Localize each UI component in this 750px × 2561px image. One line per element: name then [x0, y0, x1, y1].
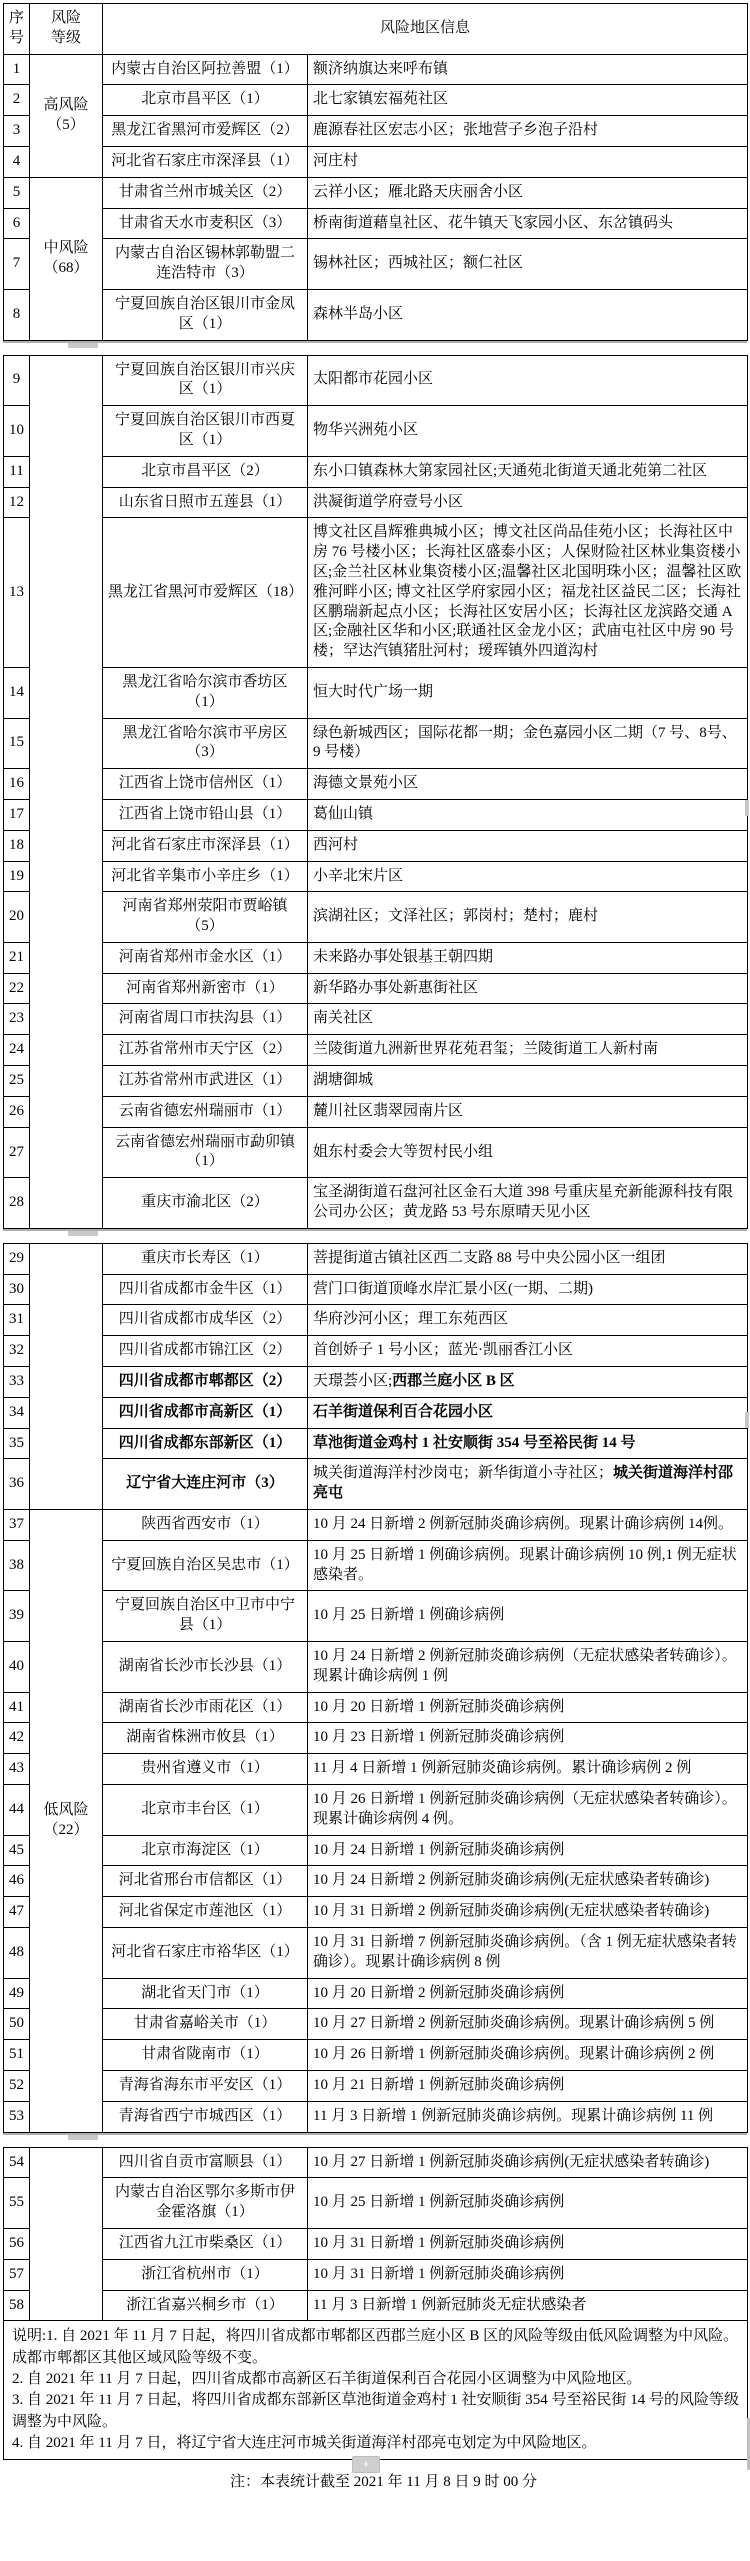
row-number-cell: 47	[4, 1897, 30, 1928]
row-number-cell: 15	[4, 718, 30, 769]
page-break-gap	[3, 2133, 747, 2147]
info-cell: 海德文景苑小区	[308, 769, 748, 800]
info-cell: 洪凝街道学府壹号小区	[308, 487, 748, 518]
row-number-cell: 8	[4, 289, 30, 340]
risk-level-cell: 低风险 （22）	[30, 1510, 103, 2133]
region-cell: 北京市海淀区（1）	[103, 1835, 308, 1866]
info-cell: 锡林社区；西城社区；额仁社区	[308, 239, 748, 290]
info-cell: 11 月 3 日新增 1 例新冠肺炎无症状感染者	[308, 2290, 748, 2321]
notes-cell	[4, 2321, 748, 2460]
region-cell: 宁夏回族自治区银川市西夏区（1）	[103, 406, 308, 457]
risk-level-cell	[30, 1243, 103, 1509]
footer-note: 注：本表统计截至 2021 年 11 月 8 日 9 时 00 分	[230, 2474, 537, 2491]
row-number-cell: 37	[4, 1510, 30, 1541]
info-cell: 恒大时代广场一期	[308, 667, 748, 718]
info-cell: 绿色新城西区；国际花都一期；金色嘉园小区二期（7 号、8号、9 号楼）	[308, 718, 748, 769]
region-cell: 北京市昌平区（2）	[103, 456, 308, 487]
info-cell: 10 月 24 日新增 2 例新冠肺炎确诊病例。现累计确诊病例 14例。	[308, 1510, 748, 1541]
row-number-cell: 58	[4, 2290, 30, 2321]
row-number-cell: 5	[4, 177, 30, 208]
info-cell: 鹿源春社区宏志小区；张地营子乡泡子沿村	[308, 116, 748, 147]
table-row	[4, 239, 748, 290]
table-section	[3, 355, 748, 1229]
row-number-cell: 20	[4, 892, 30, 943]
region-cell: 河南省郑州新密市（1）	[103, 973, 308, 1004]
table-row	[4, 1096, 748, 1127]
row-number-cell: 31	[4, 1305, 30, 1336]
info-cell: 营门口街道顶峰水岸汇景小区(一期、二期)	[308, 1274, 748, 1305]
info-cell: 菩提街道古镇社区西二支路 88 号中央公园小区一组团	[308, 1243, 748, 1274]
table-row	[4, 54, 748, 85]
row-number-cell: 3	[4, 116, 30, 147]
row-number-cell: 32	[4, 1336, 30, 1367]
info-cell: 11 月 4 日新增 1 例新冠肺炎确诊病例。累计确诊病例 2 例	[308, 1754, 748, 1785]
region-cell: 河北省石家庄市裕华区（1）	[103, 1927, 308, 1978]
info-cell: 太阳都市花园小区	[308, 355, 748, 406]
info-cell: 10 月 25 日新增 1 例确诊病例	[308, 1591, 748, 1642]
row-number-cell: 2	[4, 85, 30, 116]
row-number-cell: 49	[4, 1978, 30, 2009]
note-line: 4. 自 2021 年 11 月 7 日，将辽宁省大连庄河市城关街道海洋村邵亮屯划定为中风险地区。	[12, 2434, 597, 2451]
info-cell: 兰陵街道九洲新世界花苑君玺；兰陵街道工人新村南	[308, 1035, 748, 1066]
region-cell: 河北省保定市莲池区（1）	[103, 1897, 308, 1928]
row-number-cell: 56	[4, 2228, 30, 2259]
region-cell: 黑龙江省黑河市爱辉区（2）	[103, 116, 308, 147]
info-cell: 10 月 24 日新增 1 例新冠肺炎确诊病例	[308, 1835, 748, 1866]
row-number-cell: 14	[4, 667, 30, 718]
info-cell: 新华路办事处新惠街社区	[308, 973, 748, 1004]
region-cell: 湖北省天门市（1）	[103, 1978, 308, 2009]
region-cell: 陕西省西安市（1）	[103, 1510, 308, 1541]
row-number-cell: 48	[4, 1927, 30, 1978]
table-row	[4, 1540, 748, 1591]
table-row	[4, 799, 748, 830]
info-cell: 西河村	[308, 830, 748, 861]
table-row	[4, 1305, 748, 1336]
header-risk-level: 风险 等级	[30, 4, 103, 55]
row-number-cell: 52	[4, 2070, 30, 2101]
table-row	[4, 2259, 748, 2290]
info-cell: 10 月 31 日新增 2 例新冠肺炎确诊病例(无症状感染者转确诊)	[308, 1897, 748, 1928]
table-row	[4, 1642, 748, 1693]
row-number-cell: 22	[4, 973, 30, 1004]
header-risk-area-info: 风险地区信息	[103, 4, 748, 55]
table-row	[4, 208, 748, 239]
page-break-gap	[3, 1229, 747, 1243]
region-cell: 四川省成都市锦江区（2）	[103, 1336, 308, 1367]
row-number-cell: 1	[4, 54, 30, 85]
row-number-cell: 50	[4, 2009, 30, 2040]
info-cell: 10 月 26 日新增 1 例新冠肺炎确诊病例（无症状感染者转确诊）。现累计确诊病例 4 例。	[308, 1785, 748, 1836]
info-cell	[308, 1367, 748, 1398]
table-row	[4, 518, 748, 668]
row-number-cell: 29	[4, 1243, 30, 1274]
table-row	[4, 1692, 748, 1723]
info-cell: 河庄村	[308, 146, 748, 177]
risk-level-cell	[30, 2147, 103, 2321]
info-segment: 城关街道海洋村邵亮屯	[313, 1465, 734, 1502]
row-number-cell: 4	[4, 146, 30, 177]
table-row	[4, 1127, 748, 1178]
row-number-cell: 46	[4, 1866, 30, 1897]
table-row	[4, 861, 748, 892]
info-cell: 10 月 25 日新增 1 例确诊病例。现累计确诊病例 10 例,1 例无症状感染者。	[308, 1540, 748, 1591]
region-cell: 内蒙古自治区阿拉善盟（1）	[103, 54, 308, 85]
region-cell: 河南省郑州市金水区（1）	[103, 942, 308, 973]
row-number-cell: 19	[4, 861, 30, 892]
info-cell: 首创娇子 1 号小区；蓝光·凯丽香江小区	[308, 1336, 748, 1367]
table-row	[4, 942, 748, 973]
info-cell: 葛仙山镇	[308, 799, 748, 830]
table-row	[4, 1243, 748, 1274]
region-cell: 河南省周口市扶沟县（1）	[103, 1004, 308, 1035]
info-cell: 10 月 20 日新增 1 例新冠肺炎确诊病例	[308, 1692, 748, 1723]
info-cell: 10 月 24 日新增 2 例新冠肺炎确诊病例(无症状感染者转确诊)	[308, 1866, 748, 1897]
table-row	[4, 769, 748, 800]
table-row	[4, 116, 748, 147]
plus-button[interactable]: +	[352, 2456, 380, 2473]
row-number-cell: 25	[4, 1066, 30, 1097]
page-break-gap	[3, 341, 747, 355]
table-row	[4, 718, 748, 769]
row-number-cell: 54	[4, 2147, 30, 2178]
region-cell: 江苏省常州市武进区（1）	[103, 1066, 308, 1097]
row-number-cell: 44	[4, 1785, 30, 1836]
row-number-cell: 16	[4, 769, 30, 800]
row-number-cell: 42	[4, 1723, 30, 1754]
info-cell: 额济纳旗达来呼布镇	[308, 54, 748, 85]
info-segment: 西郡兰庭小区 B 区	[392, 1373, 515, 1390]
region-cell: 宁夏回族自治区中卫市中宁县（1）	[103, 1591, 308, 1642]
info-cell: 小辛北宋片区	[308, 861, 748, 892]
region-cell: 四川省成都东部新区（1）	[103, 1428, 308, 1459]
table-row	[4, 1035, 748, 1066]
row-number-cell: 11	[4, 456, 30, 487]
table-row	[4, 1927, 748, 1978]
info-segment: 石羊街道保利百合花园小区	[313, 1403, 494, 1420]
row-number-cell: 30	[4, 1274, 30, 1305]
region-cell: 江西省九江市柴桑区（1）	[103, 2228, 308, 2259]
table-header-row	[4, 4, 748, 55]
note-line: 说明:1. 自 2021 年 11 月 7 日起，将四川省成都市郫都区西郡兰庭小区 B 区的风险等级由低风险调整为中风险。成都市郫都区其他区域风险等级不变。	[12, 2328, 739, 2366]
table-row	[4, 2009, 748, 2040]
info-cell: 东小口镇森林大第家园社区;天通苑北街道天通北苑第二社区	[308, 456, 748, 487]
row-number-cell: 27	[4, 1127, 30, 1178]
info-cell: 华府沙河小区；理工东苑西区	[308, 1305, 748, 1336]
info-cell	[308, 1397, 748, 1428]
info-cell: 湖塘御城	[308, 1066, 748, 1097]
info-cell	[308, 1459, 748, 1510]
region-cell: 云南省德宏州瑞丽市（1）	[103, 1096, 308, 1127]
table-row	[4, 289, 748, 340]
row-number-cell: 10	[4, 406, 30, 457]
table-row	[4, 2178, 748, 2229]
table-row	[4, 2228, 748, 2259]
table-row	[4, 1723, 748, 1754]
row-number-cell: 34	[4, 1397, 30, 1428]
row-number-cell: 26	[4, 1096, 30, 1127]
region-cell: 河北省辛集市小辛庄乡（1）	[103, 861, 308, 892]
table-row	[4, 2101, 748, 2132]
region-cell: 四川省成都市郫都区（2）	[103, 1367, 308, 1398]
row-number-cell: 36	[4, 1459, 30, 1510]
notes-row	[4, 2321, 748, 2460]
region-cell: 黑龙江省哈尔滨市香坊区（1）	[103, 667, 308, 718]
table-section	[3, 2147, 748, 2461]
table-row	[4, 2290, 748, 2321]
info-cell: 森林半岛小区	[308, 289, 748, 340]
table-row	[4, 1336, 748, 1367]
info-segment: 天璟荟小区;	[313, 1373, 393, 1390]
region-cell: 江西省上饶市信州区（1）	[103, 769, 308, 800]
region-cell: 宁夏回族自治区吴忠市（1）	[103, 1540, 308, 1591]
row-number-cell: 45	[4, 1835, 30, 1866]
table-row	[4, 2070, 748, 2101]
region-cell: 青海省海东市平安区（1）	[103, 2070, 308, 2101]
table-row	[4, 1835, 748, 1866]
row-number-cell: 24	[4, 1035, 30, 1066]
table-row	[4, 1785, 748, 1836]
table-row	[4, 1866, 748, 1897]
region-cell: 黑龙江省黑河市爱辉区（18）	[103, 518, 308, 668]
row-number-cell: 38	[4, 1540, 30, 1591]
region-cell: 河南省郑州荥阳市贾峪镇（5）	[103, 892, 308, 943]
info-cell: 未来路办事处银基王朝四期	[308, 942, 748, 973]
row-number-cell: 6	[4, 208, 30, 239]
table-row	[4, 406, 748, 457]
table-row	[4, 2040, 748, 2071]
region-cell: 甘肃省陇南市（1）	[103, 2040, 308, 2071]
info-cell: 10 月 27 日新增 2 例新冠肺炎确诊病例。现累计确诊病例 5 例	[308, 2009, 748, 2040]
region-cell: 河北省邢台市信都区（1）	[103, 1866, 308, 1897]
table-row	[4, 177, 748, 208]
row-number-cell: 55	[4, 2178, 30, 2229]
info-cell: 10 月 24 日新增 2 例新冠肺炎确诊病例（无症状感染者转确诊）。现累计确诊病例 1 例	[308, 1642, 748, 1693]
scrollbar-artifact[interactable]	[745, 800, 749, 816]
region-cell: 四川省成都市高新区（1）	[103, 1397, 308, 1428]
info-cell: 10 月 20 日新增 2 例新冠肺炎确诊病例	[308, 1978, 748, 2009]
table-section	[3, 3, 748, 341]
info-cell: 10 月 31 日新增 1 例新冠肺炎确诊病例	[308, 2259, 748, 2290]
row-number-cell: 9	[4, 355, 30, 406]
region-cell: 宁夏回族自治区银川市金凤区（1）	[103, 289, 308, 340]
row-number-cell: 7	[4, 239, 30, 290]
info-cell: 物华兴洲苑小区	[308, 406, 748, 457]
region-cell: 河北省石家庄市深泽县（1）	[103, 146, 308, 177]
table-row	[4, 1978, 748, 2009]
region-cell: 北京市丰台区（1）	[103, 1785, 308, 1836]
table-row	[4, 1428, 748, 1459]
risk-level-cell: 中风险 （68）	[30, 177, 103, 340]
row-number-cell: 53	[4, 2101, 30, 2132]
table-row	[4, 667, 748, 718]
table-row	[4, 1510, 748, 1541]
row-number-cell: 40	[4, 1642, 30, 1693]
info-cell: 10 月 25 日新增 1 例新冠肺炎确诊病例	[308, 2178, 748, 2229]
info-cell: 博文社区昌辉雅典城小区；博文社区尚品佳苑小区；长海社区中房 76 号楼小区；长海社区盛泰小区；人保财险社区林业集资楼小区;金兰社区林业集资楼小区;温馨社区北国明珠小区；温馨社区欧雅河畔小区; 博文社区学府家园小区；福龙社区益民二区；长海社区鹏瑞新起点小区；长海社区安居小区；长海社区龙滨路交通 A 区;金融社区华和小区;联通社区金龙小区；武庙屯社区中房 90 号楼；罕达汽镇猪肚河村；瑷珲镇外四道沟村	[308, 518, 748, 668]
region-cell: 青海省西宁市城西区（1）	[103, 2101, 308, 2132]
row-number-cell: 17	[4, 799, 30, 830]
info-cell: 10 月 31 日新增 1 例新冠肺炎确诊病例	[308, 2228, 748, 2259]
footer	[0, 2457, 750, 2510]
region-cell: 河北省石家庄市深泽县（1）	[103, 830, 308, 861]
table-section	[3, 1243, 748, 2133]
row-number-cell: 57	[4, 2259, 30, 2290]
region-cell: 四川省自贡市富顺县（1）	[103, 2147, 308, 2178]
region-cell: 山东省日照市五莲县（1）	[103, 487, 308, 518]
info-segment: 草池街道金鸡村 1 社安顺街 354 号至裕民街 14 号	[313, 1434, 636, 1451]
info-cell: 宝圣湖街道石盘河社区金石大道 398 号重庆星充新能源科技有限公司办公区；黄龙路 53 号东原晴天见小区	[308, 1178, 748, 1229]
note-line: 2. 自 2021 年 11 月 7 日起，四川省成都市高新区石羊街道保利百合花园小区调整为中风险地区。	[12, 2370, 642, 2387]
table-row	[4, 1459, 748, 1510]
info-cell: 桥南街道藉皇社区、花牛镇天飞家园小区、东岔镇码头	[308, 208, 748, 239]
table-row	[4, 1367, 748, 1398]
region-cell: 重庆市渝北区（2）	[103, 1178, 308, 1229]
region-cell: 内蒙古自治区锡林郭勒盟二连浩特市（3）	[103, 239, 308, 290]
row-number-cell: 39	[4, 1591, 30, 1642]
scrollbar-artifact[interactable]	[745, 1412, 749, 1428]
info-cell: 滨湖社区；文泽社区；郭岗村；楚村；鹿村	[308, 892, 748, 943]
row-number-cell: 41	[4, 1692, 30, 1723]
table-row	[4, 487, 748, 518]
info-cell: 10 月 23 日新增 1 例新冠肺炎确诊病例	[308, 1723, 748, 1754]
table-row	[4, 973, 748, 1004]
region-cell: 四川省成都市成华区（2）	[103, 1305, 308, 1336]
region-cell: 四川省成都市金牛区（1）	[103, 1274, 308, 1305]
table-row	[4, 1066, 748, 1097]
row-number-cell: 33	[4, 1367, 30, 1398]
region-cell: 黑龙江省哈尔滨市平房区（3）	[103, 718, 308, 769]
table-row	[4, 1178, 748, 1229]
info-cell	[308, 1428, 748, 1459]
table-row	[4, 2147, 748, 2178]
region-cell: 内蒙古自治区鄂尔多斯市伊金霍洛旗（1）	[103, 2178, 308, 2229]
table-row	[4, 1274, 748, 1305]
row-number-cell: 35	[4, 1428, 30, 1459]
table-row	[4, 1897, 748, 1928]
region-cell: 宁夏回族自治区银川市兴庆区（1）	[103, 355, 308, 406]
region-cell: 重庆市长寿区（1）	[103, 1243, 308, 1274]
region-cell: 贵州省遵义市（1）	[103, 1754, 308, 1785]
row-number-cell: 28	[4, 1178, 30, 1229]
row-number-cell: 51	[4, 2040, 30, 2071]
region-cell: 北京市昌平区（1）	[103, 85, 308, 116]
region-cell: 浙江省嘉兴桐乡市（1）	[103, 2290, 308, 2321]
risk-level-cell	[30, 355, 103, 1228]
region-cell: 湖南省株洲市攸县（1）	[103, 1723, 308, 1754]
region-cell: 云南省德宏州瑞丽市勐卯镇（1）	[103, 1127, 308, 1178]
region-cell: 湖南省长沙市长沙县（1）	[103, 1642, 308, 1693]
row-number-cell: 13	[4, 518, 30, 668]
row-number-cell: 43	[4, 1754, 30, 1785]
row-number-cell: 23	[4, 1004, 30, 1035]
row-number-cell: 18	[4, 830, 30, 861]
header-serial-number: 序号	[4, 4, 30, 55]
region-cell: 甘肃省兰州市城关区（2）	[103, 177, 308, 208]
table-row	[4, 1004, 748, 1035]
info-cell: 北七家镇宏福苑社区	[308, 85, 748, 116]
row-number-cell: 21	[4, 942, 30, 973]
region-cell: 甘肃省嘉峪关市（1）	[103, 2009, 308, 2040]
info-cell: 10 月 27 日新增 1 例新冠肺炎确诊病例(无症状感染者转确诊)	[308, 2147, 748, 2178]
info-cell: 姐东村委会大等贺村民小组	[308, 1127, 748, 1178]
row-number-cell: 12	[4, 487, 30, 518]
table-row	[4, 456, 748, 487]
info-cell: 云祥小区；雁北路天庆丽舍小区	[308, 177, 748, 208]
table-row	[4, 1591, 748, 1642]
info-cell: 10 月 21 日新增 1 例新冠肺炎确诊病例	[308, 2070, 748, 2101]
table-row	[4, 830, 748, 861]
table-row	[4, 355, 748, 406]
region-cell: 江苏省常州市天宁区（2）	[103, 1035, 308, 1066]
info-segment: 城关街道海洋村沙岗屯；新华街道小寺社区；	[313, 1465, 614, 1482]
table-row	[4, 1754, 748, 1785]
table-row	[4, 892, 748, 943]
region-cell: 湖南省长沙市雨花区（1）	[103, 1692, 308, 1723]
region-cell: 江西省上饶市铅山县（1）	[103, 799, 308, 830]
info-cell: 10 月 26 日新增 1 例新冠肺炎确诊病例。现累计确诊病例 2 例	[308, 2040, 748, 2071]
info-cell: 南关社区	[308, 1004, 748, 1035]
table-row	[4, 85, 748, 116]
region-cell: 甘肃省天水市麦积区（3）	[103, 208, 308, 239]
note-line: 3. 自 2021 年 11 月 7 日起，将四川省成都东部新区草池街道金鸡村 1 社安顺街 354 号至裕民街 14 号的风险等级调整为中风险。	[12, 2392, 739, 2430]
risk-level-cell: 高风险 （5）	[30, 54, 103, 177]
region-cell: 浙江省杭州市（1）	[103, 2259, 308, 2290]
region-cell: 辽宁省大连庄河市（3）	[103, 1459, 308, 1510]
table-row	[4, 1397, 748, 1428]
table-row	[4, 146, 748, 177]
info-cell: 麓川社区翡翠园南片区	[308, 1096, 748, 1127]
info-cell: 11 月 3 日新增 1 例新冠肺炎确诊病例。现累计确诊病例 11 例	[308, 2101, 748, 2132]
info-cell: 10 月 31 日新增 7 例新冠肺炎确诊病例。（含 1 例无症状感染者转确诊）。现累计确诊病例 8 例	[308, 1927, 748, 1978]
